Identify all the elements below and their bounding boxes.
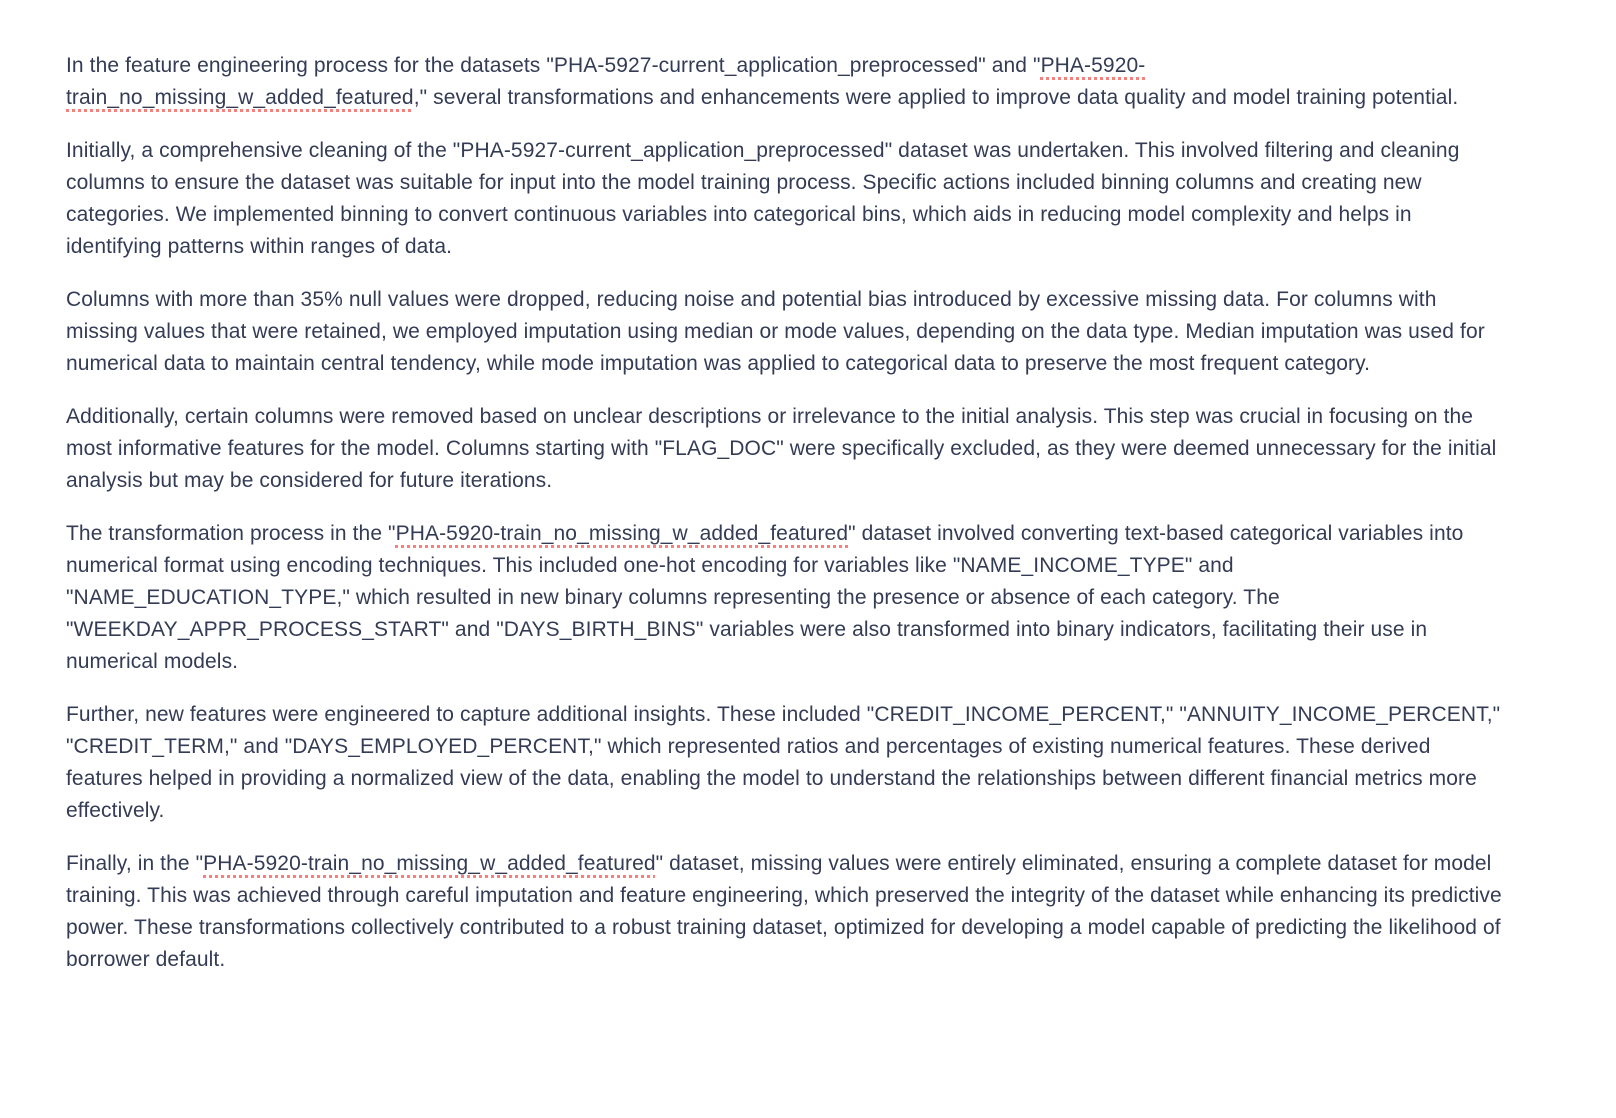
paragraph [66,848,1506,976]
text-run: In the feature engineering process for the datasets "PHA-5927-current_application_preprocessed" and " [66,54,1041,77]
paragraph [66,401,1506,497]
paragraph [66,284,1506,380]
paragraph [66,50,1506,114]
text-run: " dataset, missing values were entirely eliminated, ensuring a complete dataset for model training. This was achieved through careful imputation and feature engineering, which preserved the integrity of the dataset while enhancing its predictive power. These transformations collectively contributed to a robust training dataset, optimized for developing a model capable of predicting the likelihood of borrower default. [66,852,1502,971]
spellcheck-flagged-text: PHA-5920-train_no_missing_w_added_featured [66,54,1146,109]
text-run: Initially, a comprehensive cleaning of the "PHA-5927-current_application_preprocessed" dataset was undertaken. This involved filtering and cleaning columns to ensure the dataset was suitable for input into the model training process. Specific actions included binning columns and creating new categories. We implemented binning to convert continuous variables into categorical bins, which aids in reducing model complexity and helps in identifying patterns within ranges of data. [66,139,1460,258]
paragraph [66,135,1506,263]
text-run: " dataset involved converting text-based categorical variables into numerical format using encoding techniques. This included one-hot encoding for variables like "NAME_INCOME_TYPE" and "NAME_EDUCATION_TYPE," which resulted in new binary columns representing the presence or absence of each category. The "WEEKDAY_APPR_PROCESS_START" and "DAYS_BIRTH_BINS" variables were also transformed into binary indicators, facilitating their use in numerical models. [66,522,1464,673]
paragraph [66,518,1506,678]
spellcheck-flagged-text: PHA-5920-train_no_missing_w_added_featured [395,522,849,545]
spellcheck-flagged-text: PHA-5920-train_no_missing_w_added_featured [203,852,656,875]
text-run: ," several transformations and enhancements were applied to improve data quality and model training potential. [413,86,1459,109]
text-run: Finally, in the " [66,852,204,875]
text-run: The transformation process in the " [66,522,396,545]
text-run: Additionally, certain columns were removed based on unclear descriptions or irrelevance to the initial analysis. This step was crucial in focusing on the most informative features for the model. Columns starting with "FLAG_DOC" were specifically excluded, as they were deemed unnecessary for the initial analysis but may be considered for future iterations. [66,405,1497,492]
text-run: Columns with more than 35% null values were dropped, reducing noise and potential bias introduced by excessive missing data. For columns with missing values that were retained, we employed imputation using median or mode values, depending on the data type. Median imputation was used for numerical data to maintain central tendency, while mode imputation was applied to categorical data to preserve the most frequent category. [66,288,1485,375]
paragraph [66,699,1506,827]
text-run: Further, new features were engineered to capture additional insights. These included "CREDIT_INCOME_PERCENT," "ANNUITY_INCOME_PERCENT," "CREDIT_TERM," and "DAYS_EMPLOYED_PERCENT," which represented ratios and percentages of existing numerical features. These derived features helped in providing a normalized view of the data, enabling the model to understand the relationships between different financial metrics more effectively. [66,703,1501,822]
